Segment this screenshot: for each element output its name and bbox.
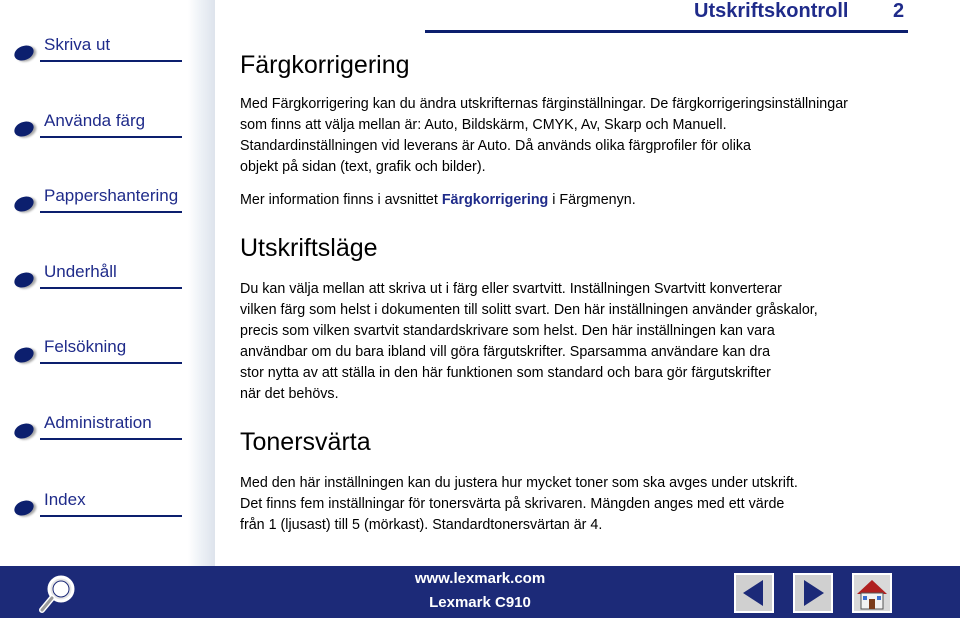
- nav-bullet-icon: [12, 498, 36, 518]
- nav-bullet-icon: [12, 43, 36, 63]
- nav-label: Index: [44, 490, 86, 509]
- nav-label: Använda färg: [44, 111, 146, 130]
- nav-label: Pappershantering: [44, 186, 179, 205]
- paragraph-line: Det finns fem inställningar för tonersvärta på skrivaren. Mängden anges med ett värde: [240, 496, 785, 512]
- nav-underline: [40, 287, 182, 289]
- header-rule: [425, 30, 908, 33]
- paragraph-line: stor nytta av att ställa in den här funktionen som standard och bara gör färgutskrifter: [240, 365, 771, 381]
- nav-underline: [40, 438, 182, 440]
- footer-product: Lexmark C910: [429, 594, 531, 611]
- nav-item-skriva-ut[interactable]: [10, 30, 182, 64]
- home-icon[interactable]: [851, 572, 893, 614]
- paragraph-line: Med den här inställningen kan du justera hur mycket toner som ska avges under utskrift.: [240, 475, 798, 491]
- paragraph-line: som finns att välja mellan är: Auto, Bildskärm, CMYK, Av, Skarp och Manuell.: [240, 117, 727, 133]
- paragraph-line: användbar om du bara ibland vill göra färgutskrifter. Sparsamma användare kan dra: [240, 344, 771, 360]
- nav-label: Skriva ut: [44, 35, 111, 54]
- nav-label: Administration: [44, 413, 152, 432]
- more-info-line: [240, 190, 636, 211]
- nav-bullet-icon: [12, 194, 36, 214]
- section-heading-utskriftslage: Utskriftsläge: [240, 234, 378, 262]
- paragraph-line: precis som vilken svartvit standardskrivare som helst. Den här inställningen kan vara: [240, 323, 775, 339]
- page-number: 2: [893, 0, 905, 22]
- nav-item-felsokning[interactable]: [10, 332, 182, 366]
- more-info-prefix: Mer information finns i avsnittet: [240, 192, 442, 208]
- nav-item-pappershantering[interactable]: [10, 181, 182, 215]
- fargkorrigering-link[interactable]: Färgkorrigering: [441, 192, 549, 208]
- paragraph-line: Med Färgkorrigering kan du ändra utskrifternas färginställningar. De färgkorrigeringsinställningar: [240, 96, 848, 112]
- section-heading-fargkorrigering: Färgkorrigering: [240, 51, 410, 79]
- nav-label: Underhåll: [44, 262, 117, 281]
- previous-page-icon[interactable]: [733, 572, 775, 614]
- nav-item-index[interactable]: [10, 485, 182, 519]
- nav-underline: [40, 136, 182, 138]
- nav-bullet-icon: [12, 119, 36, 139]
- nav-underline: [40, 211, 182, 213]
- nav-label: Felsökning: [44, 337, 127, 356]
- paragraph-line: objekt på sidan (text, grafik och bilder).: [240, 159, 486, 175]
- paragraph-line: från 1 (ljusast) till 5 (mörkast). Standardtonersvärtan är 4.: [240, 517, 603, 533]
- nav-underline: [40, 60, 182, 62]
- header-title: Utskriftskontroll: [694, 0, 849, 22]
- nav-item-underhall[interactable]: [10, 257, 182, 291]
- nav-bullet-icon: [12, 270, 36, 290]
- section-heading-tonersvarta: Tonersvärta: [240, 428, 371, 456]
- magnifier-icon[interactable]: [38, 572, 80, 614]
- nav-bullet-icon: [12, 345, 36, 365]
- sidebar-nav: [0, 0, 215, 566]
- next-page-icon[interactable]: [792, 572, 834, 614]
- nav-underline: [40, 362, 182, 364]
- paragraph-line: Standardinställningen vid leverans är Auto. Då används olika färgprofiler för olika: [240, 138, 752, 154]
- footer-url[interactable]: www.lexmark.com: [414, 570, 546, 587]
- paragraph-line: vilken färg som helst i dokumenten till solitt svart. Den här inställningen använder gråskalor,: [240, 302, 818, 318]
- nav-item-anvanda-farg[interactable]: [10, 106, 182, 140]
- paragraph-line: när det behövs.: [240, 386, 339, 402]
- nav-bullet-icon: [12, 421, 36, 441]
- footer-bar: [0, 566, 960, 618]
- nav-item-administration[interactable]: [10, 408, 182, 442]
- paragraph-line: Du kan välja mellan att skriva ut i färg eller svartvitt. Inställningen Svartvitt konverterar: [240, 281, 782, 297]
- more-info-suffix: i Färgmenyn.: [548, 192, 636, 208]
- nav-underline: [40, 515, 182, 517]
